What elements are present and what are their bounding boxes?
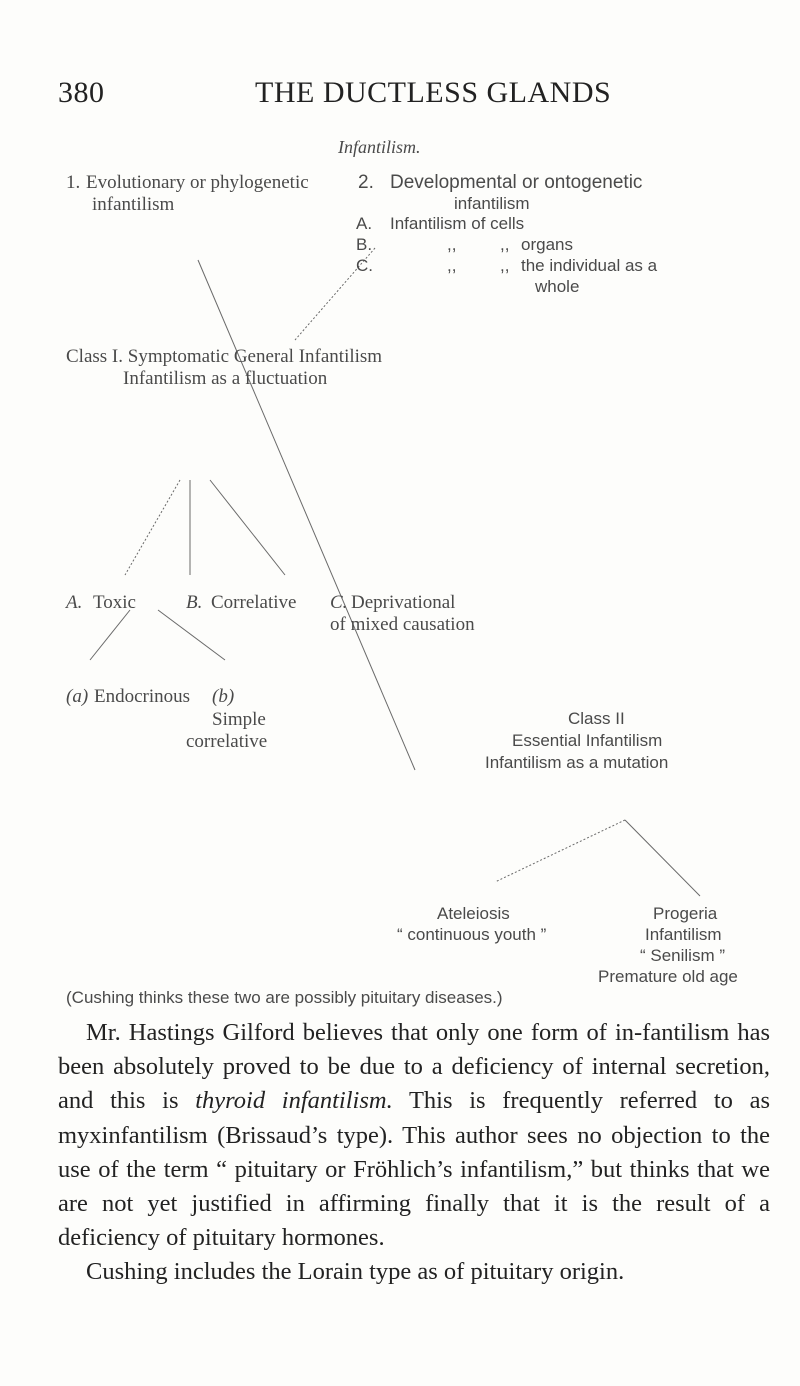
paragraph-1: Mr. Hastings Gilford believes that only one form of in-fantilism has been absolutely proved to be due to a deficiency of internal secretion, and this is thyroid infantilism. This is frequently referred to as myxinfantilism (Brissaud’s type). This author sees no objection to the use of the term “ pituitary or Fröhlich’s infantilism,” but thinks that we are not yet justified in affirming finally that it is the result of a deficiency of pituitary hormones. (58, 1019, 770, 1252)
simple-line2: correlative (186, 731, 268, 752)
paragraph-2: Cushing includes the Lorain type as of pituitary origin. (86, 1258, 625, 1286)
simple-letter: (b) (212, 686, 235, 707)
connector-deprivational (210, 480, 285, 575)
running-title: THE DUCTLESS GLANDS (255, 76, 612, 109)
item-b-ditto2: ,, (500, 235, 510, 254)
class2-line3: Infantilism as a mutation (485, 753, 669, 772)
item-c-text: the individual as a (521, 256, 658, 275)
item-b-ditto1: ,, (447, 235, 457, 254)
item-b-text: organs (521, 235, 573, 254)
toxic-letter: A. (66, 592, 83, 613)
correlative-label: Correlative (211, 592, 297, 613)
diagram-note: (Cushing thinks these two are possibly pituitary diseases.) (66, 988, 503, 1007)
progeria-line1: Progeria (653, 904, 718, 923)
toxic-label: Toxic (93, 592, 136, 613)
item-a-letter: A. (356, 214, 373, 233)
class2-line2: Essential Infantilism (512, 731, 663, 750)
progeria-line3: “ Senilism ” (640, 946, 726, 965)
endocrinous-letter: (a) (66, 686, 89, 707)
developmental-line1: Developmental or ontogenetic (390, 172, 643, 193)
deprivational-letter: C. (330, 592, 348, 613)
connector-progeria (625, 820, 700, 896)
evolutionary-line2: infantilism (92, 194, 175, 215)
progeria-line4: Premature old age (598, 967, 738, 986)
item-c-ditto2: ,, (500, 256, 510, 275)
ateleiosis-line1: Ateleiosis (437, 904, 510, 923)
evolutionary-line1: Evolutionary or phylogenetic (86, 172, 309, 193)
item-b-letter: B. (356, 235, 373, 254)
connector-simple (158, 610, 225, 660)
simple-line1: Simple (212, 709, 266, 730)
item-c-continuation: whole (535, 277, 580, 296)
class2-line1: Class II (568, 709, 625, 728)
connector-endocrinous (90, 610, 130, 660)
ateleiosis-line2: “ continuous youth ” (397, 925, 547, 944)
evolutionary-number: 1. (66, 172, 81, 193)
deprivational-line2: of mixed causation (330, 614, 475, 635)
correlative-letter: B. (186, 592, 203, 613)
body-text (58, 1016, 770, 1290)
item-c-ditto1: ,, (447, 256, 457, 275)
endocrinous-label: Endocrinous (94, 686, 191, 707)
connector-ateleiosis (495, 820, 625, 882)
page-number: 380 (58, 76, 105, 109)
class1-line1: Class I. Symptomatic General Infantilism (66, 346, 383, 367)
developmental-number: 2. (358, 172, 374, 193)
deprivational-line1: Deprivational (351, 592, 456, 613)
emphasis-thyroid-infantilism: thyroid infantilism. (195, 1087, 393, 1115)
developmental-line2: infantilism (454, 194, 530, 213)
class1-line2: Infantilism as a fluctuation (123, 368, 328, 389)
item-a-text: Infantilism of cells (390, 214, 525, 233)
item-c-letter: C. (356, 256, 373, 275)
connector-toxic (125, 480, 180, 575)
diagram-title: Infantilism. (338, 137, 421, 157)
progeria-line2: Infantilism (645, 925, 722, 944)
